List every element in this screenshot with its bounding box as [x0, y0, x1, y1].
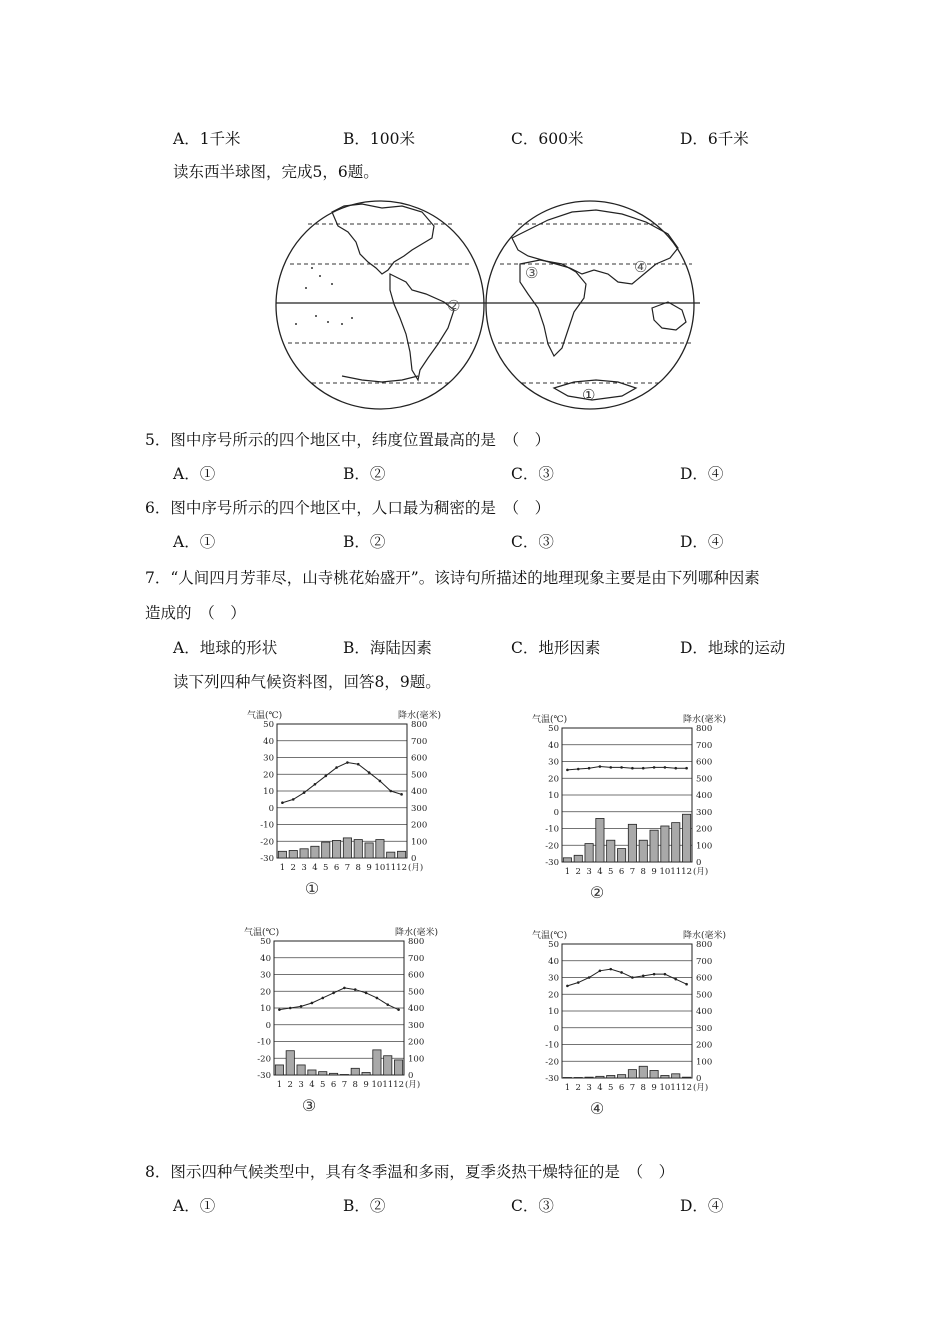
climate-chart-1	[245, 708, 445, 908]
temp-point	[357, 763, 360, 766]
temp-point	[599, 765, 602, 768]
temp-tick-label: 30	[263, 753, 274, 764]
eastern-hemisphere-outline	[486, 201, 694, 409]
temp-tick-label: 50	[263, 720, 274, 730]
q4-option-b: B．100米	[343, 130, 415, 148]
temp-tick-label: 40	[263, 736, 274, 747]
month-tick-label: 11	[670, 1083, 682, 1093]
temp-point	[653, 973, 656, 976]
temp-tick-label: 0	[553, 1023, 559, 1034]
precip-tick-label: 200	[696, 1040, 713, 1051]
temp-axis-label: 气温(℃)	[532, 931, 568, 941]
q6-option-a: A．①	[173, 533, 216, 551]
temp-point	[620, 766, 623, 769]
month-tick-label: 6	[333, 863, 340, 873]
precip-tick-label: 0	[696, 1074, 702, 1084]
temp-tick-label: 50	[260, 937, 271, 947]
hemisphere-map	[272, 198, 704, 412]
precip-bar	[650, 1070, 658, 1078]
temp-point	[588, 976, 591, 979]
precip-bar	[329, 1073, 337, 1075]
temp-tick-label: 10	[548, 791, 559, 801]
month-tick-label: 12	[393, 1080, 404, 1090]
q5-option-d: D．④	[680, 465, 724, 483]
q7-stem-line1: 7．“人间四月芳菲尽，山寺桃花始盛开”。该诗句所描述的地理现象主要是由下列哪种因素	[145, 569, 760, 587]
precip-bar	[585, 844, 593, 862]
precip-tick-label: 100	[408, 1054, 425, 1065]
precip-tick-label: 600	[696, 973, 713, 984]
precip-bar	[384, 1056, 392, 1075]
chart-caption: ④	[589, 1099, 605, 1118]
precip-tick-label: 700	[696, 956, 713, 967]
q6-option-b: B．②	[343, 533, 386, 551]
temp-tick-label: 10	[263, 787, 274, 797]
month-tick-label: 12	[681, 1083, 692, 1093]
temp-point	[278, 1008, 281, 1011]
precip-bar	[639, 840, 647, 862]
chart-caption: ③	[301, 1096, 317, 1115]
precip-tick-label: 800	[696, 940, 713, 950]
temp-tick-label: -20	[545, 841, 559, 852]
month-tick-label: 11	[670, 867, 682, 877]
q8-option-b: B．②	[343, 1197, 386, 1215]
precip-tick-label: 400	[696, 1007, 713, 1017]
temp-tick-label: -20	[257, 1054, 271, 1065]
precip-bar	[340, 1074, 348, 1075]
climate-chart-2	[530, 712, 730, 912]
q7-option-b: B．海陆因素	[343, 639, 432, 657]
temp-point	[674, 767, 677, 770]
precip-bar	[278, 851, 286, 858]
month-tick-label: 7	[344, 863, 351, 873]
month-tick-label: 9	[651, 867, 657, 877]
precip-bar	[319, 1072, 327, 1075]
label-3: ③	[525, 264, 539, 282]
precip-bar	[617, 1075, 625, 1078]
temp-point	[642, 767, 645, 770]
temp-tick-label: 20	[548, 990, 559, 1001]
month-tick-label: 1	[564, 867, 571, 877]
precip-bar	[354, 840, 362, 858]
precip-bar	[286, 1051, 294, 1075]
precip-bar	[682, 814, 690, 862]
temp-tick-label: -10	[260, 820, 274, 831]
precip-bar	[628, 824, 636, 862]
month-tick-label: 3	[298, 1080, 304, 1090]
month-tick-label: 11	[385, 863, 397, 873]
temp-point	[321, 997, 324, 1000]
precip-tick-label: 300	[411, 803, 428, 814]
month-tick-label: 9	[363, 1080, 369, 1090]
precip-bar	[639, 1066, 647, 1078]
month-tick-label: 12	[396, 863, 407, 873]
temp-point	[368, 771, 371, 774]
precip-bar	[617, 849, 625, 862]
label-1: ①	[582, 386, 596, 404]
temp-tick-label: 30	[548, 757, 559, 768]
q6-option-c: C．③	[511, 533, 554, 551]
precip-bar	[596, 818, 604, 862]
chart-caption: ②	[589, 883, 605, 902]
q8-option-a: A．①	[173, 1197, 216, 1215]
q5-option-a: A．①	[173, 465, 216, 483]
month-tick-label: 11	[382, 1080, 394, 1090]
temp-point	[631, 767, 634, 770]
precip-tick-label: 500	[696, 774, 713, 785]
temp-point	[674, 978, 677, 981]
temp-line	[282, 763, 401, 803]
precip-bar	[596, 1076, 604, 1078]
precip-bar	[387, 852, 395, 858]
precip-tick-label: 400	[696, 791, 713, 801]
month-tick-label: 1	[279, 863, 286, 873]
pacific-islands	[295, 267, 353, 325]
precip-tick-label: 100	[696, 1057, 713, 1068]
month-tick-label: 7	[629, 1083, 636, 1093]
precip-bar	[362, 1072, 370, 1075]
precip-tick-label: 0	[408, 1071, 414, 1081]
month-tick-label: 10	[659, 867, 671, 877]
precip-bar	[365, 843, 373, 858]
precip-bar	[351, 1068, 359, 1075]
precip-bar	[376, 840, 384, 858]
label-2: ②	[447, 297, 461, 315]
precip-tick-label: 400	[408, 1004, 425, 1014]
temp-point	[335, 766, 338, 769]
month-tick-label: 3	[586, 867, 592, 877]
precip-tick-label: 500	[408, 987, 425, 998]
month-tick-label: 4	[597, 867, 603, 877]
month-tick-label: 5	[608, 1083, 614, 1093]
month-tick-label: 8	[355, 863, 361, 873]
temp-point	[289, 1007, 292, 1010]
precip-axis-label: 降水(毫米)	[682, 931, 726, 941]
month-tick-label: 8	[352, 1080, 358, 1090]
precip-tick-label: 0	[696, 858, 702, 868]
temp-tick-label: -10	[257, 1037, 271, 1048]
month-tick-label: 6	[618, 867, 625, 877]
month-tick-label: 10	[659, 1083, 671, 1093]
temp-tick-label: -20	[260, 837, 274, 848]
intro-8-9: 读下列四种气候资料图，回答8，9题。	[173, 673, 441, 691]
precip-tick-label: 700	[408, 953, 425, 964]
precip-bar	[628, 1070, 636, 1078]
precip-bar	[661, 1075, 669, 1078]
temp-point	[389, 790, 392, 793]
temp-axis-label: 气温(℃)	[244, 928, 280, 938]
temp-tick-label: 10	[260, 1004, 271, 1014]
temp-point	[609, 968, 612, 971]
q5-stem: 5．图中序号所示的四个地区中，纬度位置最高的是 （ ）	[145, 431, 551, 449]
precip-bar	[661, 826, 669, 862]
temp-tick-label: -10	[545, 1040, 559, 1051]
temp-point	[303, 791, 306, 794]
precip-bar	[682, 1077, 690, 1078]
temp-point	[292, 798, 295, 801]
precip-tick-label: 500	[696, 990, 713, 1001]
month-tick-label: 12	[681, 867, 692, 877]
precip-bar	[397, 851, 405, 858]
temp-tick-label: -30	[545, 1074, 559, 1084]
precip-bar	[607, 840, 615, 862]
precip-bar	[672, 1074, 680, 1078]
q5-option-b: B．②	[343, 465, 386, 483]
precip-tick-label: 200	[408, 1037, 425, 1048]
q7-option-d: D．地球的运动	[680, 639, 786, 657]
climate-chart-4	[530, 928, 730, 1128]
precip-bar	[574, 1077, 582, 1078]
q4-option-c: C．600米	[511, 130, 584, 148]
temp-tick-label: 40	[548, 740, 559, 751]
precip-tick-label: 600	[408, 970, 425, 981]
temp-tick-label: 30	[548, 973, 559, 984]
q4-option-d: D．6千米	[680, 130, 749, 148]
month-tick-label: 2	[575, 867, 581, 877]
temp-point	[685, 767, 688, 770]
precip-bar	[311, 846, 319, 858]
precip-tick-label: 800	[696, 724, 713, 734]
precip-tick-label: 700	[411, 736, 428, 747]
temp-tick-label: -30	[257, 1071, 271, 1081]
precip-bar	[650, 830, 658, 862]
month-tick-label: 6	[618, 1083, 625, 1093]
month-tick-label: 4	[309, 1080, 315, 1090]
temp-point	[300, 1005, 303, 1008]
temp-tick-label: 40	[548, 956, 559, 967]
temp-point	[281, 801, 284, 804]
precip-tick-label: 100	[411, 837, 428, 848]
temp-tick-label: -30	[260, 854, 274, 864]
q8-option-d: D．④	[680, 1197, 724, 1215]
temp-point	[588, 767, 591, 770]
precip-bar	[343, 838, 351, 858]
temp-point	[566, 769, 569, 772]
label-4: ④	[634, 258, 648, 276]
temp-tick-label: 0	[265, 1020, 271, 1031]
temp-axis-label: 气温(℃)	[532, 715, 568, 725]
temp-tick-label: 0	[268, 803, 274, 814]
precip-tick-label: 800	[411, 720, 428, 730]
precip-bar	[607, 1075, 615, 1078]
temp-tick-label: 40	[260, 953, 271, 964]
month-tick-label: 7	[341, 1080, 348, 1090]
temp-tick-label: 20	[263, 770, 274, 781]
month-tick-label: 8	[640, 1083, 646, 1093]
precip-tick-label: 400	[411, 787, 428, 797]
month-tick-label: 10	[371, 1080, 383, 1090]
month-suffix: (月)	[408, 863, 424, 873]
month-tick-label: 5	[323, 863, 329, 873]
precip-bar	[297, 1065, 305, 1075]
temp-point	[685, 983, 688, 986]
temp-point	[379, 780, 382, 783]
intro-5-6: 读东西半球图，完成5，6题。	[173, 163, 379, 181]
temp-tick-label: -30	[545, 858, 559, 868]
q6-option-d: D．④	[680, 533, 724, 551]
q8-option-c: C．③	[511, 1197, 554, 1215]
q7-stem-line2: 造成的 （ ）	[145, 604, 246, 622]
temp-point	[314, 783, 317, 786]
precip-tick-label: 200	[696, 824, 713, 835]
month-tick-label: 6	[330, 1080, 337, 1090]
precip-bar	[289, 850, 297, 858]
q4-option-a: A．1千米	[173, 130, 241, 148]
temp-tick-label: 0	[553, 807, 559, 818]
precip-tick-label: 300	[696, 807, 713, 818]
precip-tick-label: 100	[696, 841, 713, 852]
month-tick-label: 4	[597, 1083, 603, 1093]
temp-point	[620, 971, 623, 974]
precip-bar	[574, 855, 582, 862]
month-tick-label: 10	[374, 863, 386, 873]
temp-tick-label: -20	[545, 1057, 559, 1068]
temp-point	[332, 992, 335, 995]
temp-point	[566, 985, 569, 988]
temp-tick-label: 50	[548, 940, 559, 950]
temp-tick-label: 10	[548, 1007, 559, 1017]
month-tick-label: 2	[575, 1083, 581, 1093]
temp-line	[567, 767, 686, 770]
precip-tick-label: 300	[408, 1020, 425, 1031]
temp-tick-label: 50	[548, 724, 559, 734]
month-tick-label: 5	[320, 1080, 326, 1090]
temp-tick-label: 30	[260, 970, 271, 981]
temp-point	[354, 988, 357, 991]
precip-bar	[322, 842, 330, 858]
precip-tick-label: 700	[696, 740, 713, 751]
month-tick-label: 8	[640, 867, 646, 877]
temp-tick-label: -10	[545, 824, 559, 835]
temp-point	[343, 987, 346, 990]
precip-bar	[585, 1077, 593, 1078]
q6-stem: 6．图中序号所示的四个地区中，人口最为稠密的是 （ ）	[145, 499, 551, 517]
temp-axis-label: 气温(℃)	[247, 711, 283, 721]
precip-tick-label: 600	[411, 753, 428, 764]
precip-bar	[275, 1065, 283, 1075]
climate-chart-3	[242, 925, 442, 1125]
q5-option-c: C．③	[511, 465, 554, 483]
temp-tick-label: 20	[548, 774, 559, 785]
precip-bar	[300, 849, 308, 858]
q8-stem: 8．图示四种气候类型中，具有冬季温和多雨，夏季炎热干燥特征的是 （ ）	[145, 1163, 675, 1181]
q7-option-c: C．地形因素	[511, 639, 601, 657]
temp-point	[346, 761, 349, 764]
precip-tick-label: 500	[411, 770, 428, 781]
month-tick-label: 9	[651, 1083, 657, 1093]
precip-bar	[332, 840, 340, 858]
temp-point	[609, 766, 612, 769]
temp-point	[365, 992, 368, 995]
precip-bar	[563, 1077, 571, 1078]
month-suffix: (月)	[693, 867, 709, 877]
precip-bar	[563, 858, 571, 862]
precip-bar	[394, 1060, 402, 1075]
q7-option-a: A．地球的形状	[173, 639, 278, 657]
precip-axis-label: 降水(毫米)	[397, 711, 441, 721]
month-tick-label: 2	[290, 863, 296, 873]
temp-point	[324, 775, 327, 778]
month-tick-label: 7	[629, 867, 636, 877]
precip-bar	[672, 823, 680, 862]
precip-tick-label: 0	[411, 854, 417, 864]
month-tick-label: 5	[608, 867, 614, 877]
month-tick-label: 3	[586, 1083, 592, 1093]
precip-axis-label: 降水(毫米)	[394, 928, 438, 938]
month-tick-label: 3	[301, 863, 307, 873]
temp-point	[577, 981, 580, 984]
temp-point	[386, 1003, 389, 1006]
temp-point	[664, 766, 667, 769]
chart-caption: ①	[304, 879, 320, 898]
temp-point	[311, 1002, 314, 1005]
precip-axis-label: 降水(毫米)	[682, 715, 726, 725]
temp-point	[642, 975, 645, 978]
temp-point	[376, 997, 379, 1000]
precip-tick-label: 600	[696, 757, 713, 768]
temp-point	[400, 793, 403, 796]
temp-point	[577, 768, 580, 771]
precip-tick-label: 800	[408, 937, 425, 947]
temp-point	[664, 973, 667, 976]
month-tick-label: 9	[366, 863, 372, 873]
month-suffix: (月)	[405, 1080, 421, 1090]
precip-tick-label: 300	[696, 1023, 713, 1034]
month-tick-label: 2	[287, 1080, 293, 1090]
precip-tick-label: 200	[411, 820, 428, 831]
temp-point	[631, 976, 634, 979]
month-tick-label: 1	[276, 1080, 283, 1090]
temp-tick-label: 20	[260, 987, 271, 998]
precip-bar	[373, 1050, 381, 1075]
precip-bar	[308, 1070, 316, 1075]
temp-point	[599, 970, 602, 973]
temp-point	[653, 766, 656, 769]
temp-point	[397, 1008, 400, 1011]
month-tick-label: 4	[312, 863, 318, 873]
month-suffix: (月)	[693, 1083, 709, 1093]
month-tick-label: 1	[564, 1083, 571, 1093]
